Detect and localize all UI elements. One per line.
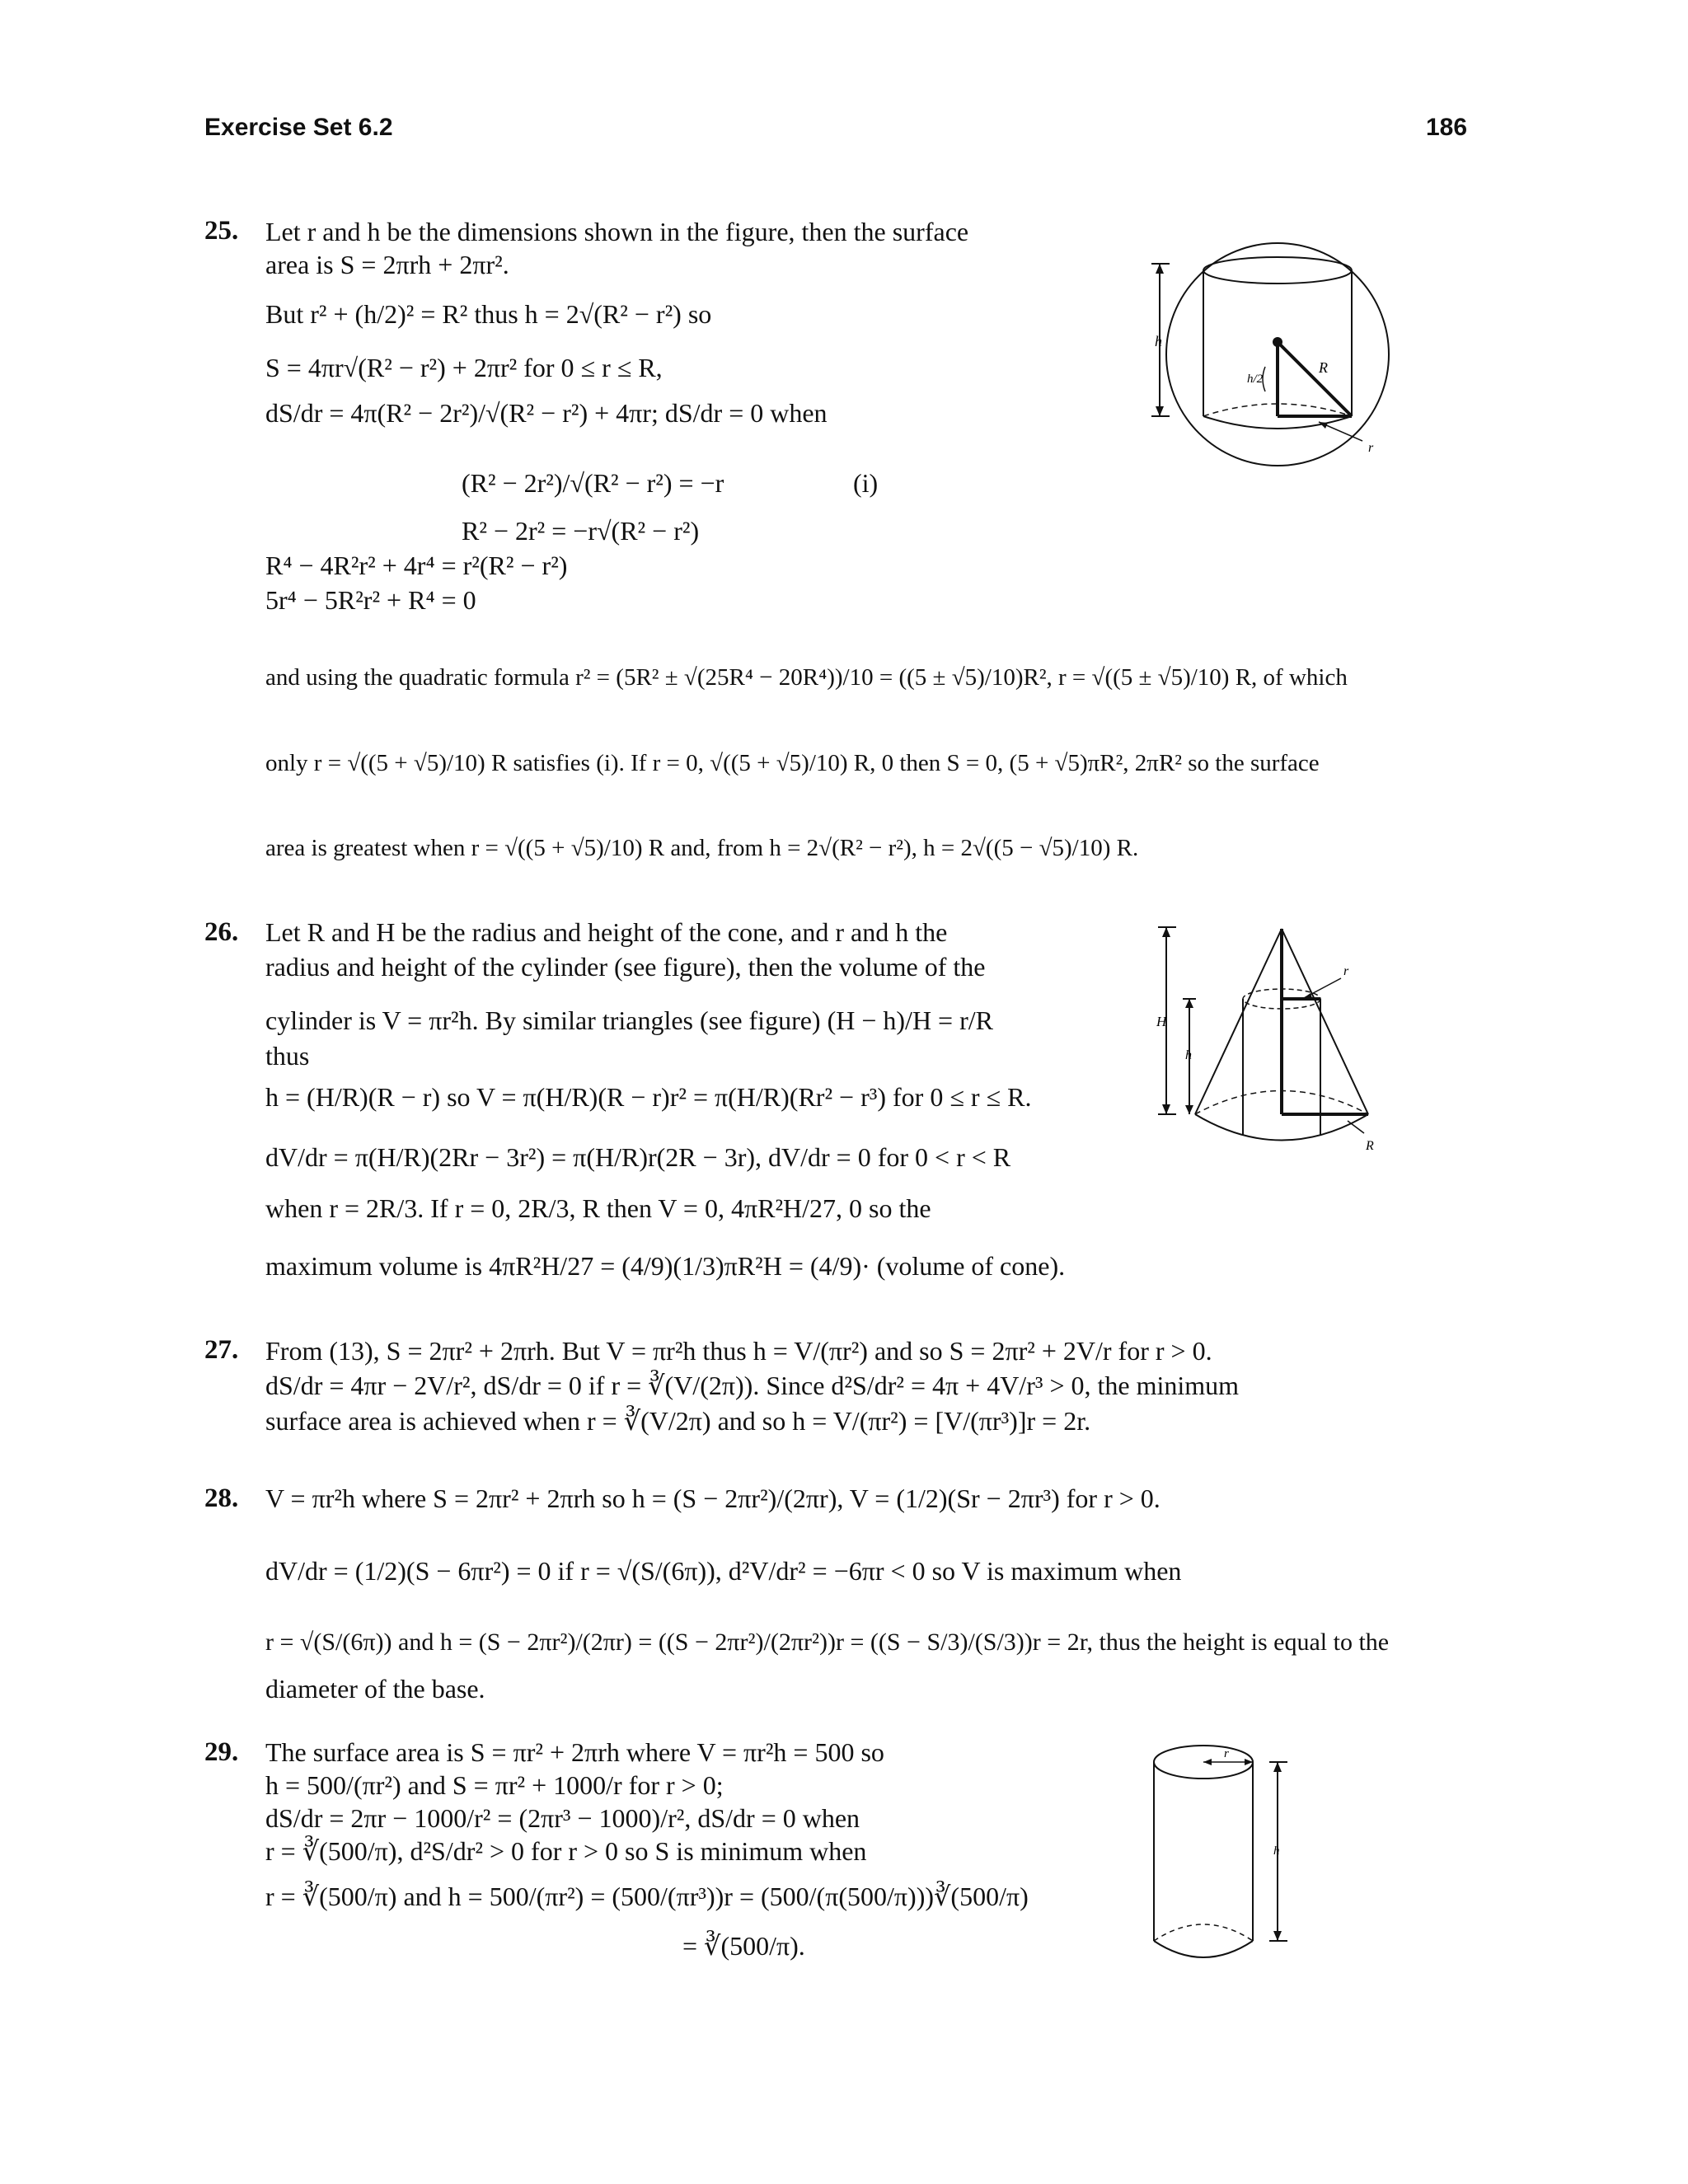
page-number: 186 [1426,114,1468,141]
p29-line-6: = ∛(500/π). [682,1931,805,1961]
p28-line-2: dV/dr = (1/2)(S − 6πr²) = 0 if r = √(S/(6π)), d²V/dr² = −6πr < 0 so V is maximum when [265,1556,1182,1586]
p25-line-5: dS/dr = 4π(R² − 2r²)/√(R² − r²) + 4πr; dS/dr = 0 when [265,398,828,428]
p26-line-6: dV/dr = π(H/R)(2Rr − 3r²) = π(H/R)r(2R − 3r), dV/dr = 0 for 0 < r < R [265,1142,1011,1172]
p28-line-3: r = √(S/(6π)) and h = (S − 2πr²)/(2πr) = ((S − 2πr²)/(2πr²))r = ((S − S/3)/(S/3))r = 2r, thus the height is equal to the [265,1629,1390,1656]
p27-line-3: surface area is achieved when r = ∛(V/2π) and so h = V/(πr²) = [V/(πr³)]r = 2r. [265,1406,1091,1436]
p25-line-7: R² − 2r² = −r√(R² − r²) [462,516,700,546]
problem-26-number: 26. [204,917,239,947]
p27-line-1: From (13), S = 2πr² + 2πrh. But V = πr²h thus h = V/(πr²) and so S = 2πr² + 2V/r for r > 0. [265,1336,1212,1366]
fig26-label-H: H [1156,1014,1167,1029]
p29-line-5: r = ∛(500/π) and h = 500/(πr²) = (500/(πr³))r = (500/(π(500/π)))∛(500/π) [265,1882,1029,1911]
p25-line-4: S = 4πr√(R² − r²) + 2πr² for 0 ≤ r ≤ R, [265,353,663,382]
fig26-label-R: R [1366,1139,1374,1153]
p29-line-1: The surface area is S = πr² + 2πrh where V = πr²h = 500 so [265,1737,884,1767]
p29-line-2: h = 500/(πr²) and S = πr² + 1000/r for r > 0; [265,1770,724,1800]
p26-line-5: h = (H/R)(R − r) so V = π(H/R)(R − r)r² = π(H/R)(Rr² − r³) for 0 ≤ r ≤ R. [265,1082,1032,1112]
sphere-cylinder-figure [1142,231,1430,482]
problem-27-number: 27. [204,1335,239,1365]
p26-line-1: Let R and H be the radius and height of the cone, and r and h the [265,917,948,947]
p26-line-7: when r = 2R/3. If r = 0, 2R/3, R then V = 0, 4πR²H/27, 0 so the [265,1193,931,1223]
p25-line-2: area is S = 2πrh + 2πr². [265,250,509,279]
p25-line-8: R⁴ − 4R²r² + 4r⁴ = r²(R² − r²) [265,551,568,580]
fig25-label-R: R [1319,359,1328,376]
p26-line-3: cylinder is V = πr²h. By similar triangles (see figure) (H − h)/H = r/R [265,1005,993,1035]
p27-line-2: dS/dr = 4πr − 2V/r², dS/dr = 0 if r = ∛(V/(2π)). Since d²S/dr² = 4π + 4V/r³ > 0, the minimum [265,1371,1240,1400]
fig25-label-h: h [1155,333,1162,349]
p25-line-12: area is greatest when r = √((5 + √5)/10) R and, from h = 2√(R² − r²), h = 2√((5 − √5)/10) R. [265,835,1139,861]
fig25-label-half-h: h/2 [1247,373,1264,386]
p25-line-6: (R² − 2r²)/√(R² − r²) = −r [462,468,724,498]
problem-25-number: 25. [204,216,239,246]
p25-line-1: Let r and h be the dimensions shown in the figure, then the surface [265,217,969,246]
p25-label-i: (i) [853,468,879,498]
p25-line-9: 5r⁴ − 5R²r² + R⁴ = 0 [265,585,476,615]
problem-28-number: 28. [204,1483,239,1513]
p29-line-4: r = ∛(500/π), d²S/dr² > 0 for r > 0 so S is minimum when [265,1836,867,1866]
p25-line-3: But r² + (h/2)² = R² thus h = 2√(R² − r²) so [265,299,712,329]
fig29-label-h: h [1273,1844,1280,1858]
p28-line-1: V = πr²h where S = 2πr² + 2πrh so h = (S − 2πr²)/(2πr), V = (1/2)(Sr − 2πr³) for r > 0. [265,1483,1160,1513]
p25-line-10: and using the quadratic formula r² = (5R² ± √(25R⁴ − 20R⁴))/10 = ((5 ± √5)/10)R², r = √((5 ± √5)/10) R, of which [265,664,1348,691]
cylinder-figure [1142,1739,1315,1982]
p26-line-8: maximum volume is 4πR²H/27 = (4/9)(1/3)πR²H = (4/9)· (volume of cone). [265,1251,1066,1281]
section-title: Exercise Set 6.2 [204,114,393,141]
fig26-label-r: r [1343,964,1349,978]
problem-29-number: 29. [204,1737,239,1767]
fig25-label-r: r [1368,441,1374,455]
p25-line-11: only r = √((5 + √5)/10) R satisfies (i). If r = 0, √((5 + √5)/10) R, 0 then S = 0, (5 + √5)πR², 2πR² so the surface [265,750,1320,776]
fig29-label-r: r [1224,1747,1229,1760]
p28-line-4: diameter of the base. [265,1674,485,1704]
cone-cylinder-figure [1150,919,1414,1170]
fig26-label-h: h [1185,1048,1192,1062]
p26-line-2: radius and height of the cylinder (see figure), then the volume of the [265,952,986,982]
p26-line-4: thus [265,1041,310,1071]
p29-line-3: dS/dr = 2πr − 1000/r² = (2πr³ − 1000)/r², dS/dr = 0 when [265,1803,860,1833]
